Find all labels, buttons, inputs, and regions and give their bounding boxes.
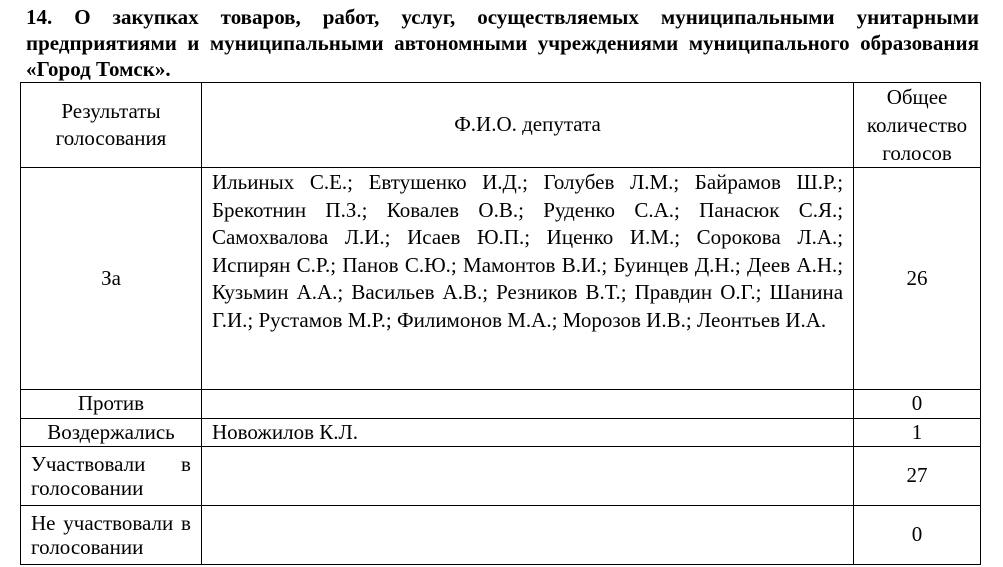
table-row xyxy=(21,506,981,565)
deputy-names xyxy=(201,506,853,565)
table-header-row xyxy=(21,83,981,168)
vote-count: 27 xyxy=(854,447,981,506)
result-label: Против xyxy=(21,390,202,419)
deputy-names: Ильиных С.Е.; Евтушенко И.Д.; Голубев Л.М.; Байрамов Ш.Р.; Брекотнин П.З.; Ковалев О.В.; Руденко С.А.; Панасюк С.Я.; Самохвалова Л.И.; Исаев Ю.П.; Иценко И.М.; Сорокова Л.А.; Испирян С.Р.; Панов С.Ю.; Мамонтов В.И.; Буинцев Д.Н.; Деев А.Н.; Кузьмин А.А.; Васильев А.В.; Резников В.Т.; Правдин О.Г.; Шанина Г.И.; Рустамов М.Р.; Филимонов М.А.; Морозов И.В.; Леонтьев И.А. xyxy=(201,168,853,390)
vote-count: 26 xyxy=(854,168,981,390)
deputy-names xyxy=(201,390,853,419)
table-row xyxy=(21,418,981,447)
header-results: Результаты голосования xyxy=(21,83,202,168)
header-deputy-names: Ф.И.О. депутата xyxy=(201,83,853,168)
result-label: Не участвовали в голосовании xyxy=(21,506,202,565)
table-row xyxy=(21,447,981,506)
voting-results-table xyxy=(20,82,981,565)
deputy-names xyxy=(201,447,853,506)
vote-count: 1 xyxy=(854,418,981,447)
vote-count: 0 xyxy=(854,506,981,565)
result-label: За xyxy=(21,168,202,390)
result-label: Участвовали в голосовании xyxy=(21,447,202,506)
deputy-names: Новожилов К.Л. xyxy=(201,418,853,447)
table-row xyxy=(21,390,981,419)
table-row xyxy=(21,168,981,390)
vote-count: 0 xyxy=(854,390,981,419)
result-label: Воздержались xyxy=(21,418,202,447)
agenda-item-heading: 14. О закупках товаров, работ, услуг, осуществляемых муниципальными унитарными предприятиями и муниципальными автономными учреждениями муниципального образования «Город Томск». xyxy=(26,5,979,81)
header-vote-count: Общее количество голосов xyxy=(854,83,981,168)
